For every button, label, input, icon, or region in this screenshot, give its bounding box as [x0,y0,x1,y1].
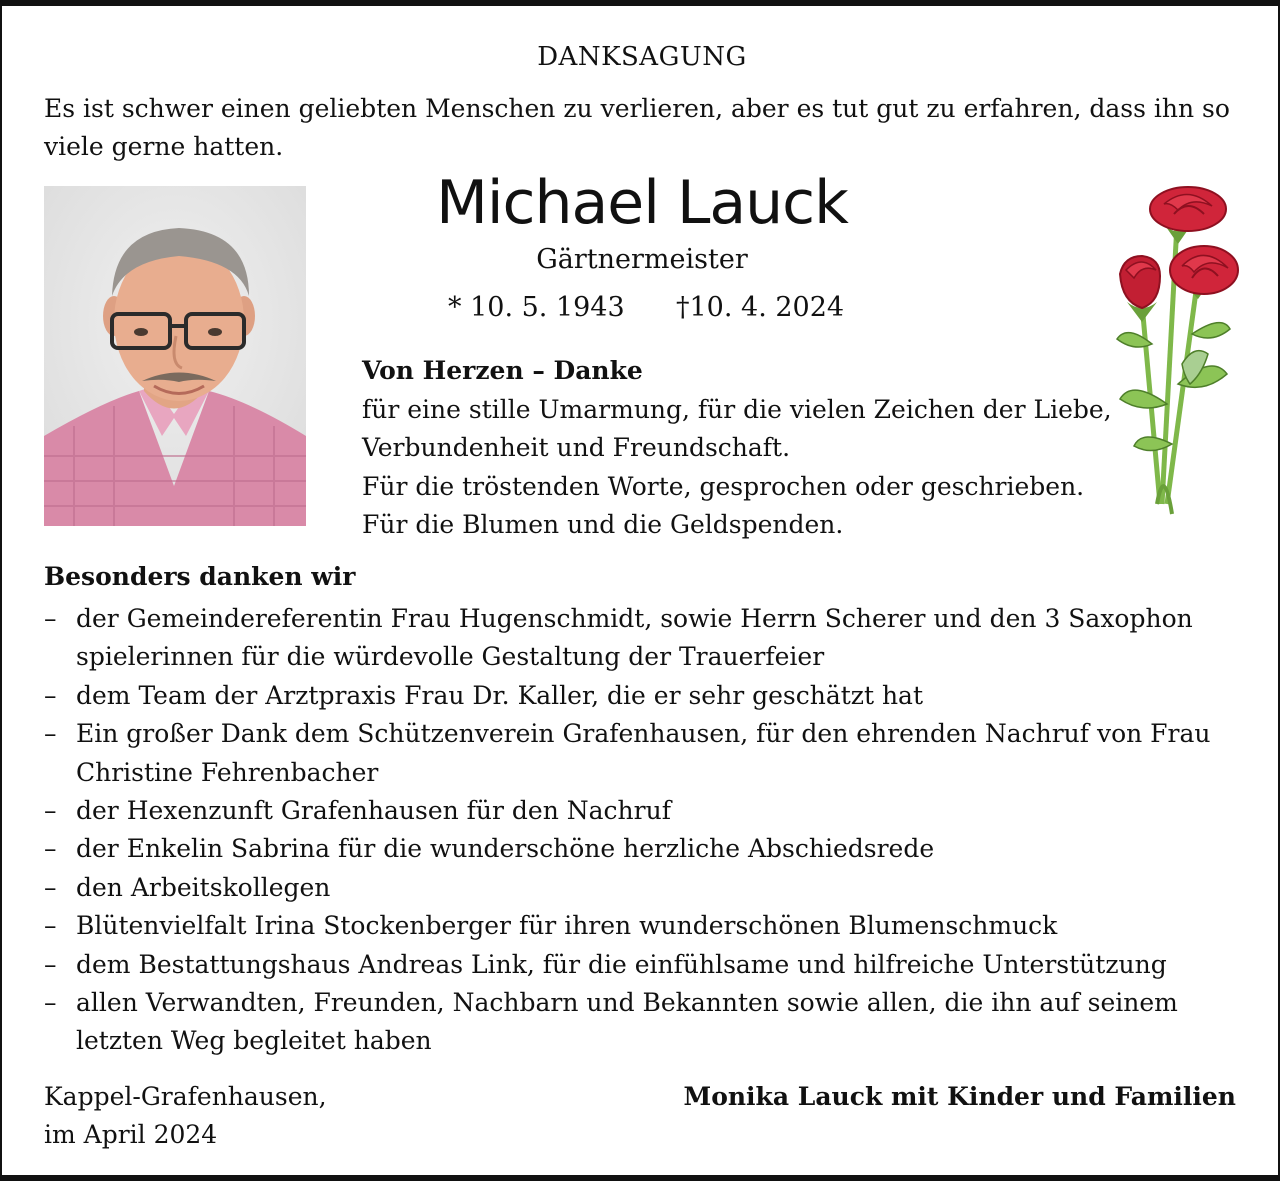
list-dash: – [44,949,57,979]
list-dash: – [44,796,57,826]
roses-icon [1112,184,1242,524]
list-dash: – [44,872,57,902]
roses-illustration [1112,184,1242,524]
list-dash: – [44,988,57,1018]
list-item [44,600,1244,677]
list-item [44,869,1244,907]
place-line: Kappel-Grafenhausen, [44,1082,327,1111]
thanks-block [362,352,1122,545]
list-item [44,677,1244,715]
list-item [44,830,1244,868]
thanks-line: für eine stille Umarmung, für die vielen Zeichen der Liebe, [362,394,1112,424]
intro-text: Es ist schwer einen geliebten Menschen zu verlieren, aber es tut gut zu erfahren, dass ihn so viele gerne hatten. [44,94,1230,161]
thanks-line: Für die tröstenden Worte, gesprochen oder geschrieben. [362,471,1085,501]
death-date: †10. 4. 2024 [676,292,845,323]
birth-date: * 10. 5. 1943 [448,292,625,323]
list-item [44,907,1244,945]
list-dash: – [44,719,57,749]
list-item [44,984,1244,1061]
list-item-text: dem Bestattungshaus Andreas Link, für die einfühlsame und hilfreiche Unterstützung [76,949,1167,979]
list-item-text: Ein großer Dank dem Schützenverein Grafenhausen, für den ehrenden Nachruf von Frau Christine Fehrenbacher [76,719,1211,787]
list-item-text: der Hexenzunft Grafenhausen für den Nachruf [76,796,671,826]
list-item-text: Blütenvielfalt Irina Stockenberger für ihren wunderschönen Blumenschmuck [76,911,1058,941]
list-item [44,946,1244,984]
thanks-title: Von Herzen – Danke [362,356,643,385]
place-and-date [44,1078,327,1155]
list-dash: – [44,911,57,941]
family-signature: Monika Lauck mit Kinder und Familien [683,1082,1236,1111]
list-item-text: den Arbeitskollegen [76,872,331,902]
special-thanks-heading: Besonders danken wir [44,562,356,591]
list-item-text: dem Team der Arztpraxis Frau Dr. Kaller, die er sehr geschätzt hat [76,680,923,710]
notice-heading: DANKSAGUNG [537,42,747,72]
list-dash: – [44,834,57,864]
list-dash: – [44,680,57,710]
list-dash: – [44,604,57,633]
deceased-name: Michael Lauck [436,168,848,238]
special-thanks-list [44,600,1244,1061]
deceased-profession: Gärtnermeister [536,244,748,275]
date-line: im April 2024 [44,1120,218,1150]
list-item-text: der Gemeindereferentin Frau Hugenschmidt, sowie Herrn Scherer und den 3 Saxophon spielerinnen für die würdevolle Gestaltung der Trauerfeier [76,604,1193,672]
list-item-text: der Enkelin Sabrina für die wunderschöne herzliche Abschiedsrede [76,834,935,864]
list-item [44,715,1244,792]
list-item [44,792,1244,830]
thanks-line: Für die Blumen und die Geldspenden. [362,510,844,539]
thanks-line: Verbundenheit und Freundschaft. [362,433,791,462]
list-item-text: allen Verwandten, Freunden, Nachbarn und Bekannten sowie allen, die ihn auf seinem letzten Weg begleitet haben [76,988,1178,1056]
